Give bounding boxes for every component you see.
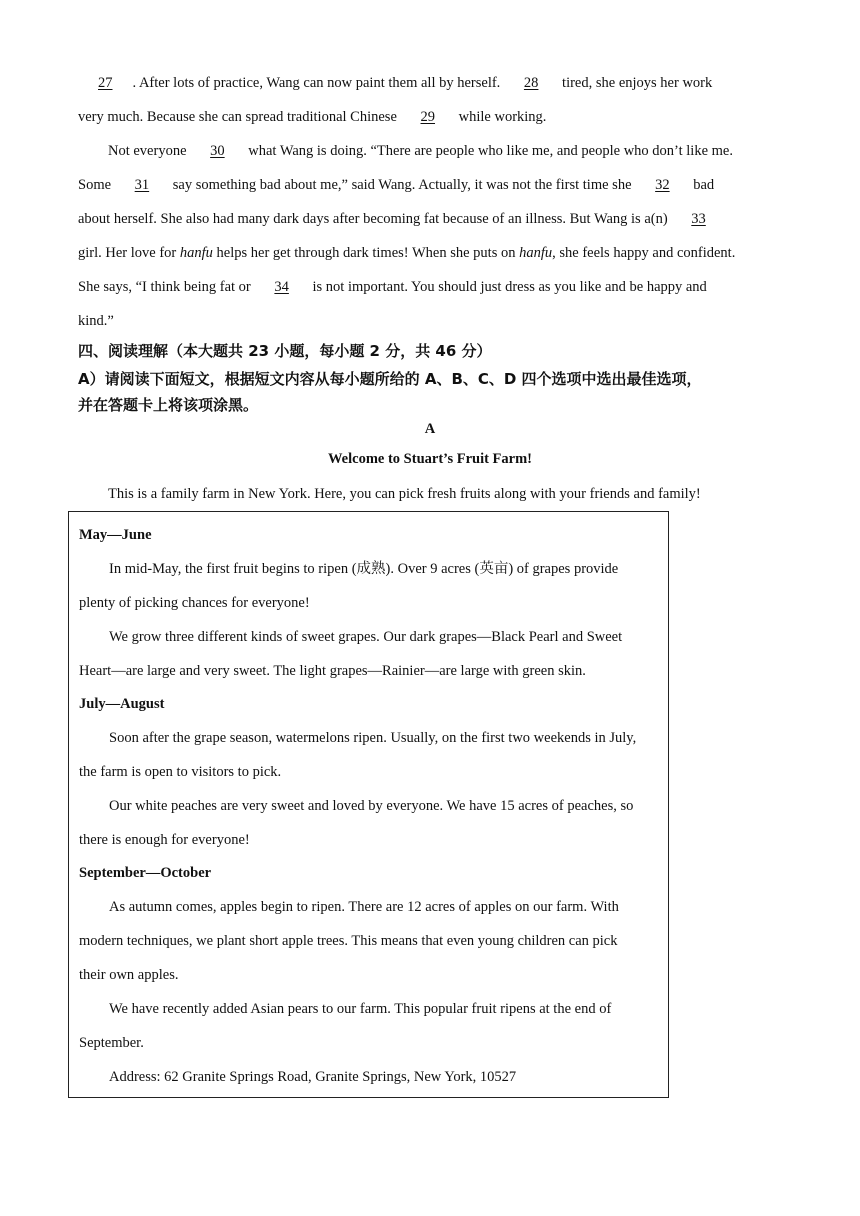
section-heading: 四、阅读理解（本大题共 23 小题，每小题 2 分，共 46 分） (78, 342, 492, 360)
blank-28: 28 (523, 75, 539, 91)
box-text-line: Soon after the grape season, watermelons ripen. Usually, on the first two weekends in July, (109, 730, 637, 746)
box-text-line: Heart—are large and very sweet. The light grapes—Rainier—are large with green skin. (79, 663, 586, 679)
section-instruction-2: 并在答题卡上将该项涂黑。 (78, 396, 259, 414)
season-heading-september-october: September—October (79, 865, 212, 881)
passage-letter: A (424, 421, 436, 437)
cloze-line-8: kind.” (78, 313, 114, 329)
box-text-line: In mid-May, the first fruit begins to ripen (成熟). Over 9 acres (英亩) of grapes provide (109, 561, 619, 577)
cloze-line-2: very much. Because she can spread traditional Chinese 29 while working. (78, 109, 547, 125)
box-text-line: their own apples. (79, 967, 179, 983)
box-text-line: plenty of picking chances for everyone! (79, 595, 310, 611)
cloze-line-7: She says, “I think being fat or 34 is not important. You should just dress as you like and be happy and (78, 279, 707, 295)
section-instruction-1: A）请阅读下面短文，根据短文内容从每小题所给的 A、B、C、D 四个选项中选出最佳选项， (78, 370, 702, 388)
farm-address: Address: 62 Granite Springs Road, Granite Springs, New York, 10527 (109, 1069, 517, 1085)
season-heading-july-august: July—August (79, 696, 165, 712)
box-text-line: there is enough for everyone! (79, 832, 250, 848)
blank-29: 29 (420, 109, 436, 125)
box-text-line: We grow three different kinds of sweet grapes. Our dark grapes—Black Pearl and Sweet (109, 629, 623, 645)
cloze-line-6: girl. Her love for hanfu helps her get through dark times! When she puts on hanfu, she feels happy and confident. (78, 245, 736, 261)
cloze-line-5: about herself. She also had many dark days after becoming fat because of an illness. But Wang is a(n) 33 (78, 209, 726, 229)
box-text-line: As autumn comes, apples begin to ripen. There are 12 acres of apples on our farm. With (109, 899, 619, 915)
farm-info-box (68, 511, 669, 1098)
cloze-line-3: Not everyone 30 what Wang is doing. “There are people who like me, and people who don’t like me. (108, 143, 733, 159)
cloze-line-1: 27 . After lots of practice, Wang can now paint them all by herself. 28 tired, she enjoys her work (78, 73, 712, 93)
box-text-line: modern techniques, we plant short apple trees. This means that even young children can pick (79, 933, 618, 949)
blank-27: 27 (98, 75, 113, 91)
season-heading-may-june: May—June (79, 527, 152, 543)
blank-31: 31 (134, 177, 150, 193)
blank-30: 30 (210, 143, 225, 159)
box-text-line: the farm is open to visitors to pick. (79, 764, 282, 780)
passage-intro: This is a family farm in New York. Here, you can pick fresh fruits along with your friends and family! (108, 486, 701, 502)
blank-33: 33 (691, 211, 706, 227)
box-text-line: September. (79, 1035, 144, 1051)
cloze-line-4: Some 31 say something bad about me,” said Wang. Actually, it was not the first time she 32 bad (78, 177, 715, 193)
blank-32: 32 (655, 177, 670, 193)
box-text-line: Our white peaches are very sweet and loved by everyone. We have 15 acres of peaches, so (109, 798, 634, 814)
blank-34: 34 (274, 279, 289, 295)
box-text-line: We have recently added Asian pears to our farm. This popular fruit ripens at the end of (109, 1001, 612, 1017)
passage-title: Welcome to Stuart’s Fruit Farm! (327, 451, 532, 467)
